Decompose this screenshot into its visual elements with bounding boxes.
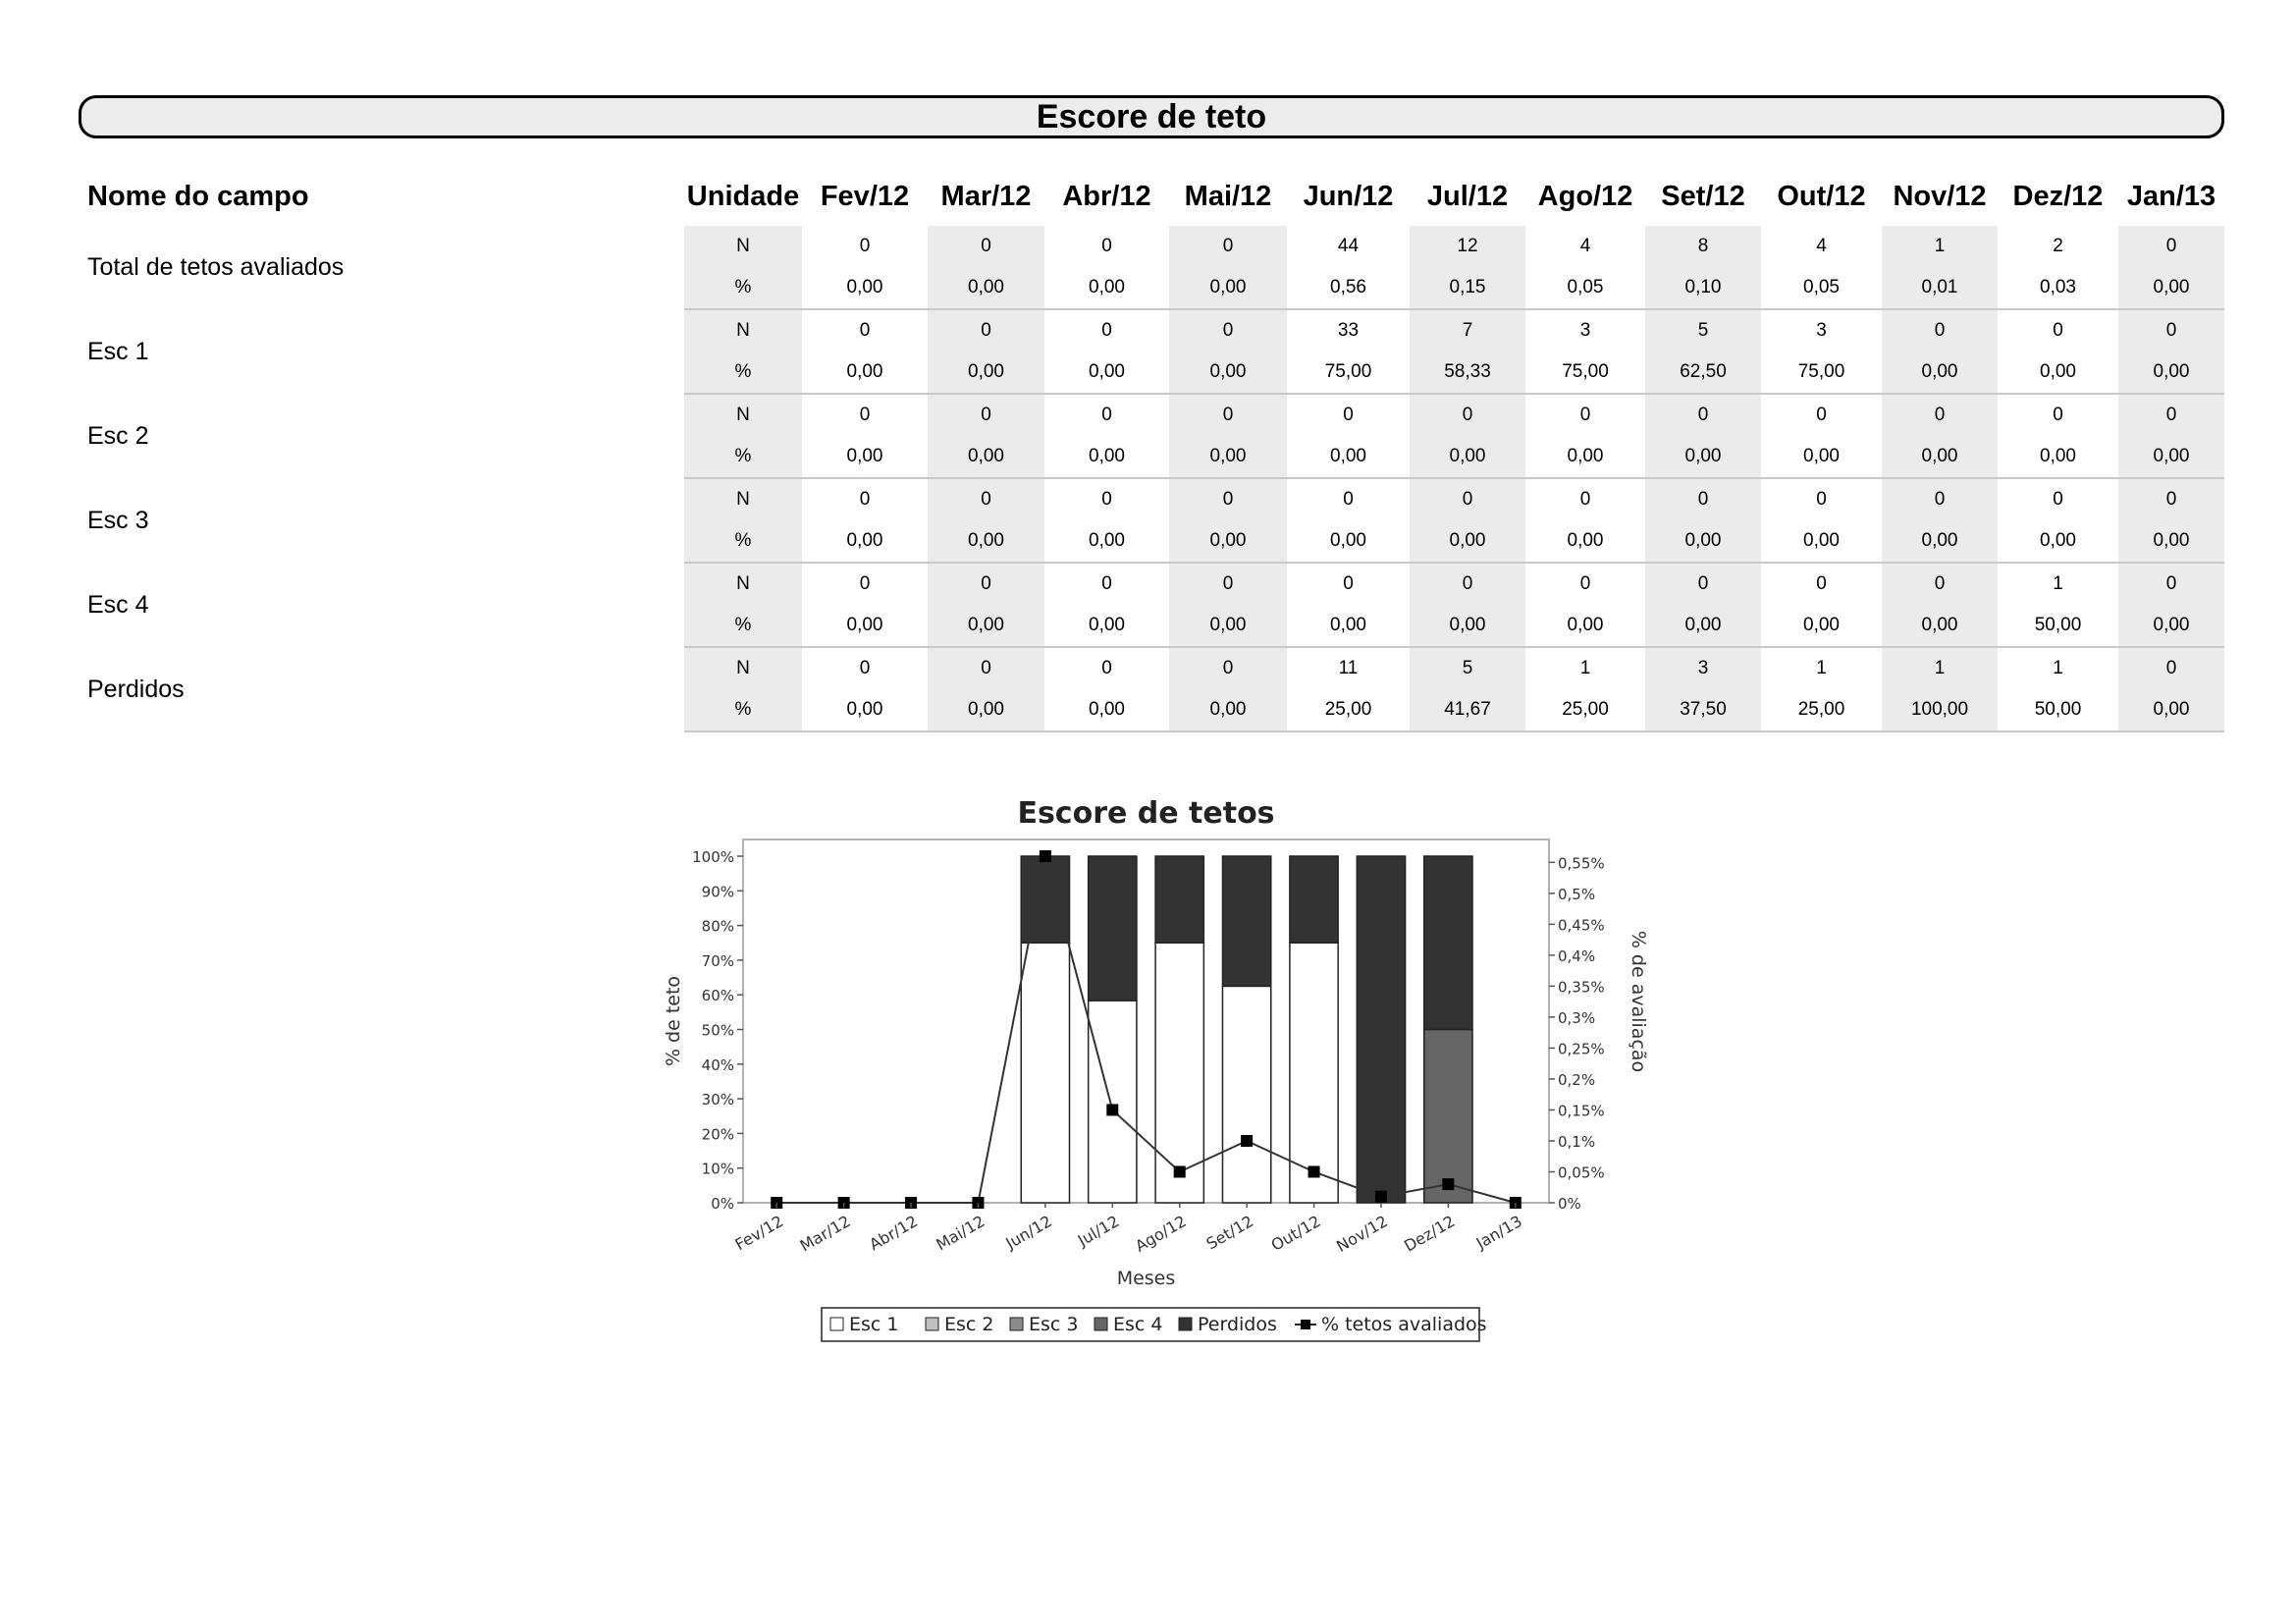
report-body — [80, 218, 2224, 731]
legend-label: Esc 1 — [849, 1314, 899, 1335]
table-row — [80, 309, 2224, 352]
legend-swatch — [1095, 1318, 1107, 1330]
y-tick-label: 80% — [701, 917, 734, 936]
bar-segment — [1021, 943, 1069, 1203]
value-cell: 0 — [1101, 489, 1112, 510]
header-unit: Unidade — [686, 180, 800, 212]
value-cell: 5 — [1645, 309, 1761, 352]
bar-segment — [1357, 856, 1405, 1203]
value-cell: 0 — [928, 309, 1044, 352]
bar-segment — [1222, 986, 1270, 1203]
unit-cell: % — [684, 436, 802, 478]
value-cell: 0 — [1169, 647, 1287, 689]
value-cell: 25,00 — [1761, 689, 1882, 731]
value-cell: 3 — [1816, 320, 1827, 341]
legend-swatch — [1010, 1318, 1023, 1330]
header-month: Out/12 — [1777, 180, 1866, 212]
value-cell: 0,00 — [1645, 436, 1761, 478]
value-cell: 0,00 — [1882, 605, 1998, 647]
value-cell: 0 — [2118, 309, 2224, 352]
value-cell: 0,00 — [928, 352, 1044, 394]
bar-segment — [1021, 856, 1069, 943]
value-cell: 0 — [1645, 563, 1761, 605]
y-tick-label: 40% — [701, 1055, 734, 1074]
value-cell: 0,05 — [1761, 267, 1882, 309]
x-tick-label: Ago/12 — [1132, 1212, 1190, 1256]
value-cell: 0,05 — [1525, 267, 1645, 309]
field-name: Total de tetos avaliados — [87, 253, 345, 281]
y2-tick-label: 0% — [1558, 1195, 1581, 1213]
value-cell: 0,00 — [1998, 352, 2118, 394]
bar-segment — [1290, 856, 1338, 943]
line-point — [1040, 850, 1051, 862]
value-cell: 0 — [928, 647, 1044, 689]
y-tick-label: 0% — [711, 1195, 734, 1213]
value-cell: 0 — [928, 226, 1044, 267]
bar-segment — [1424, 856, 1472, 1030]
value-cell: 0,00 — [1169, 352, 1287, 394]
value-cell: 0,00 — [1044, 689, 1169, 731]
x-tick-label: Out/12 — [1267, 1212, 1324, 1255]
table-row — [80, 394, 2224, 436]
value-cell: 0 — [1645, 394, 1761, 436]
value-cell: 75,00 — [1287, 352, 1410, 394]
line-point — [1308, 1165, 1320, 1177]
y-tick-label: 10% — [701, 1160, 734, 1178]
value-cell: 0,00 — [1761, 436, 1882, 478]
value-cell: 75,00 — [1525, 352, 1645, 394]
value-cell: 0 — [1579, 573, 1591, 594]
value-cell: 12 — [1410, 226, 1525, 267]
value-cell: 0 — [1410, 563, 1525, 605]
value-cell: 0 — [1882, 563, 1998, 605]
y-tick-label: 70% — [701, 951, 734, 970]
value-cell: 0 — [1410, 394, 1525, 436]
line-point — [1174, 1165, 1186, 1177]
y2-tick-label: 0,45% — [1558, 916, 1605, 935]
value-cell: 0 — [1816, 573, 1827, 594]
value-cell: 0 — [2118, 478, 2224, 520]
value-cell: 0 — [1816, 489, 1827, 510]
y2-tick-label: 0,1% — [1558, 1132, 1596, 1151]
unit-cell: N — [684, 563, 802, 605]
value-cell: 0,00 — [928, 520, 1044, 563]
header-month: Dez/12 — [2012, 180, 2104, 212]
value-cell: 0,03 — [1998, 267, 2118, 309]
y2-tick-label: 0,2% — [1558, 1070, 1596, 1089]
legend-label: % tetos avaliados — [1321, 1314, 1487, 1335]
header-month: Jul/12 — [1426, 180, 1509, 212]
y-tick-label: 30% — [701, 1091, 734, 1109]
value-cell: 0,00 — [1525, 605, 1645, 647]
value-cell: 0 — [1169, 226, 1287, 267]
table-row — [80, 478, 2224, 520]
value-cell: 0,00 — [1287, 436, 1410, 478]
bar-segment — [1089, 1001, 1137, 1203]
value-cell: 11 — [1338, 658, 1359, 678]
value-cell: 0,00 — [1761, 520, 1882, 563]
header-month: Abr/12 — [1062, 180, 1151, 212]
header-month: Set/12 — [1661, 180, 1745, 212]
value-cell: 0 — [1169, 394, 1287, 436]
value-cell: 0,00 — [1169, 605, 1287, 647]
value-cell: 37,50 — [1645, 689, 1761, 731]
value-cell: 0,00 — [1044, 520, 1169, 563]
unit-cell: N — [684, 647, 802, 689]
value-cell: 0,10 — [1645, 267, 1761, 309]
value-cell: 0,00 — [1645, 605, 1761, 647]
header-month: Fev/12 — [820, 180, 910, 212]
value-cell: 0,00 — [802, 352, 928, 394]
y2-tick-label: 0,55% — [1558, 854, 1605, 873]
value-cell: 0,00 — [2118, 267, 2224, 309]
bar-segment — [1222, 856, 1270, 986]
unit-cell: % — [684, 267, 802, 309]
value-cell: 0,00 — [2118, 520, 2224, 563]
value-cell: 0 — [1410, 478, 1525, 520]
header-month: Ago/12 — [1537, 180, 1633, 212]
field-name: Esc 4 — [87, 590, 149, 619]
value-cell: 2 — [2053, 236, 2063, 256]
x-tick-label: Jan/13 — [1472, 1212, 1525, 1253]
value-cell: 0,00 — [2118, 689, 2224, 731]
value-cell: 0 — [1343, 489, 1354, 510]
line-point — [1241, 1135, 1253, 1147]
value-cell: 25,00 — [1525, 689, 1645, 731]
value-cell: 1 — [1816, 658, 1827, 678]
value-cell: 0 — [2053, 489, 2063, 510]
table-row — [80, 563, 2224, 605]
header-month: Jan/13 — [2126, 180, 2216, 212]
unit-cell: N — [684, 394, 802, 436]
x-tick-label: Jul/12 — [1074, 1212, 1123, 1250]
value-cell: 0 — [859, 405, 871, 425]
value-cell: 0 — [2053, 405, 2063, 425]
unit-cell: % — [684, 352, 802, 394]
value-cell: 0,00 — [1169, 520, 1287, 563]
unit-cell: N — [684, 478, 802, 520]
value-cell: 0,15 — [1410, 267, 1525, 309]
value-cell: 0,00 — [1287, 520, 1410, 563]
value-cell: 0,00 — [1761, 605, 1882, 647]
value-cell: 0 — [1579, 405, 1591, 425]
y-axis-label: % de teto — [663, 975, 684, 1067]
value-cell: 0,00 — [1044, 436, 1169, 478]
unit-cell: % — [684, 689, 802, 731]
value-cell: 0 — [1169, 563, 1287, 605]
y2-tick-label: 0,5% — [1558, 885, 1596, 903]
y-tick-label: 50% — [701, 1021, 734, 1040]
value-cell: 0,00 — [802, 605, 928, 647]
value-cell: 0,00 — [1525, 436, 1645, 478]
value-cell: 0,00 — [1044, 605, 1169, 647]
value-cell: 0,00 — [1525, 520, 1645, 563]
header-field: Nome do campo — [87, 180, 309, 212]
value-cell: 50,00 — [1998, 689, 2118, 731]
bar-segment — [1155, 856, 1203, 943]
value-cell: 58,33 — [1410, 352, 1525, 394]
value-cell: 0,00 — [1882, 520, 1998, 563]
value-cell: 0,00 — [2118, 436, 2224, 478]
value-cell: 0 — [1579, 489, 1591, 510]
value-cell: 0 — [2118, 647, 2224, 689]
y2-tick-label: 0,4% — [1558, 947, 1596, 965]
value-cell: 0,00 — [1044, 352, 1169, 394]
value-cell: 0 — [1645, 478, 1761, 520]
value-cell: 100,00 — [1882, 689, 1998, 731]
value-cell: 0 — [1816, 405, 1827, 425]
value-cell: 0 — [1101, 573, 1112, 594]
bar-segment — [1089, 856, 1137, 1001]
value-cell: 1 — [1579, 658, 1591, 678]
value-cell: 0 — [1101, 320, 1112, 341]
value-cell: 0,00 — [1169, 689, 1287, 731]
value-cell: 0,01 — [1882, 267, 1998, 309]
legend-swatch — [830, 1318, 843, 1330]
unit-cell: % — [684, 520, 802, 563]
value-cell: 0 — [1882, 309, 1998, 352]
legend-line-marker — [1301, 1320, 1310, 1329]
x-tick-label: Set/12 — [1202, 1212, 1257, 1254]
report-table — [80, 175, 2224, 732]
bar-segment — [1424, 1030, 1472, 1204]
value-cell: 1 — [2053, 658, 2063, 678]
field-name: Esc 2 — [87, 421, 149, 450]
value-cell: 0,00 — [1410, 520, 1525, 563]
value-cell: 0,00 — [1044, 267, 1169, 309]
value-cell: 0,00 — [1882, 352, 1998, 394]
value-cell: 0 — [2053, 320, 2063, 341]
table-header-row — [80, 175, 2224, 218]
value-cell: 0 — [859, 573, 871, 594]
line-point — [1442, 1178, 1454, 1190]
unit-cell: N — [684, 309, 802, 352]
report-title: Escore de teto — [1036, 97, 1267, 135]
value-cell: 0 — [2118, 226, 2224, 267]
legend-label: Esc 3 — [1029, 1314, 1079, 1335]
value-cell: 0,00 — [928, 605, 1044, 647]
value-cell: 0,56 — [1287, 267, 1410, 309]
value-cell: 50,00 — [1998, 605, 2118, 647]
header-month: Mar/12 — [940, 180, 1032, 212]
y-tick-label: 60% — [701, 987, 734, 1005]
x-axis-label: Meses — [1116, 1268, 1176, 1289]
y-tick-label: 90% — [701, 883, 734, 901]
value-cell: 0,00 — [1998, 436, 2118, 478]
value-cell: 0 — [928, 563, 1044, 605]
value-cell: 0,00 — [2118, 605, 2224, 647]
field-name: Esc 3 — [87, 506, 149, 534]
value-cell: 25,00 — [1287, 689, 1410, 731]
value-cell: 0 — [859, 236, 871, 256]
value-cell: 0 — [928, 394, 1044, 436]
y2-tick-label: 0,35% — [1558, 978, 1605, 997]
value-cell: 0,00 — [1169, 436, 1287, 478]
y2-tick-label: 0,3% — [1558, 1008, 1596, 1027]
x-tick-label: Nov/12 — [1333, 1212, 1391, 1256]
value-cell: 0 — [1343, 573, 1354, 594]
value-cell: 0 — [1882, 394, 1998, 436]
stacked-bar-chart — [648, 785, 1669, 1365]
value-cell: 0 — [1169, 309, 1287, 352]
x-tick-label: Mai/12 — [933, 1212, 988, 1255]
line-point — [1106, 1104, 1118, 1115]
value-cell: 7 — [1410, 309, 1525, 352]
value-cell: 0 — [2118, 563, 2224, 605]
value-cell: 4 — [1816, 236, 1827, 256]
legend-label: Esc 4 — [1113, 1314, 1163, 1335]
value-cell: 0,00 — [1410, 436, 1525, 478]
legend-swatch — [1179, 1318, 1192, 1330]
unit-cell: N — [684, 226, 802, 267]
y2-axis-label: % de avaliação — [1628, 930, 1649, 1073]
value-cell: 1 — [2053, 573, 2063, 594]
y2-tick-label: 0,25% — [1558, 1040, 1605, 1058]
y2-tick-label: 0,15% — [1558, 1102, 1605, 1120]
value-cell: 0,00 — [928, 689, 1044, 731]
value-cell: 41,67 — [1410, 689, 1525, 731]
line-point — [1375, 1191, 1387, 1203]
value-cell: 0,00 — [802, 267, 928, 309]
value-cell: 0 — [1101, 236, 1112, 256]
y-tick-label: 20% — [701, 1125, 734, 1144]
value-cell: 62,50 — [1645, 352, 1761, 394]
value-cell: 0,00 — [928, 436, 1044, 478]
unit-cell: % — [684, 605, 802, 647]
value-cell: 0,00 — [928, 267, 1044, 309]
field-name: Esc 1 — [87, 337, 149, 365]
value-cell: 0 — [1882, 478, 1998, 520]
value-cell: 5 — [1410, 647, 1525, 689]
value-cell: 75,00 — [1761, 352, 1882, 394]
value-cell: 0 — [1169, 478, 1287, 520]
value-cell: 0 — [859, 658, 871, 678]
value-cell: 0 — [2118, 394, 2224, 436]
value-cell: 3 — [1645, 647, 1761, 689]
value-cell: 3 — [1579, 320, 1591, 341]
x-tick-label: Fev/12 — [731, 1212, 787, 1255]
report-title-bar — [79, 95, 2224, 138]
value-cell: 0,00 — [802, 436, 928, 478]
value-cell: 0 — [1101, 405, 1112, 425]
x-tick-label: Mar/12 — [796, 1212, 854, 1256]
chart-title: Escore de tetos — [1017, 796, 1275, 831]
x-tick-label: Jun/12 — [1002, 1212, 1055, 1253]
x-tick-label: Abr/12 — [866, 1212, 922, 1255]
legend-label: Esc 2 — [944, 1314, 994, 1335]
value-cell: 8 — [1645, 226, 1761, 267]
value-cell: 0,00 — [2118, 352, 2224, 394]
table-row — [80, 226, 2224, 267]
field-name: Perdidos — [87, 675, 185, 703]
header-month: Nov/12 — [1893, 180, 1987, 212]
value-cell: 4 — [1579, 236, 1591, 256]
legend-swatch — [926, 1318, 938, 1330]
value-cell: 0 — [928, 478, 1044, 520]
header-month: Jun/12 — [1303, 180, 1394, 212]
value-cell: 1 — [1882, 647, 1998, 689]
y-tick-label: 100% — [692, 848, 734, 866]
value-cell: 0,00 — [1998, 520, 2118, 563]
header-month: Mai/12 — [1184, 180, 1272, 212]
value-cell: 1 — [1882, 226, 1998, 267]
value-cell: 44 — [1337, 236, 1360, 256]
value-cell: 0 — [859, 320, 871, 341]
y2-tick-label: 0,05% — [1558, 1163, 1605, 1182]
value-cell: 33 — [1337, 320, 1360, 341]
value-cell: 0 — [1343, 405, 1354, 425]
value-cell: 0 — [859, 489, 871, 510]
value-cell: 0,00 — [802, 520, 928, 563]
value-cell: 0 — [1101, 658, 1112, 678]
value-cell: 0,00 — [802, 689, 928, 731]
table-row — [80, 647, 2224, 689]
value-cell: 0,00 — [1410, 605, 1525, 647]
legend-label: Perdidos — [1198, 1314, 1277, 1335]
value-cell: 0,00 — [1169, 267, 1287, 309]
value-cell: 0,00 — [1645, 520, 1761, 563]
value-cell: 0,00 — [1882, 436, 1998, 478]
value-cell: 0,00 — [1287, 605, 1410, 647]
x-tick-label: Dez/12 — [1401, 1212, 1459, 1256]
